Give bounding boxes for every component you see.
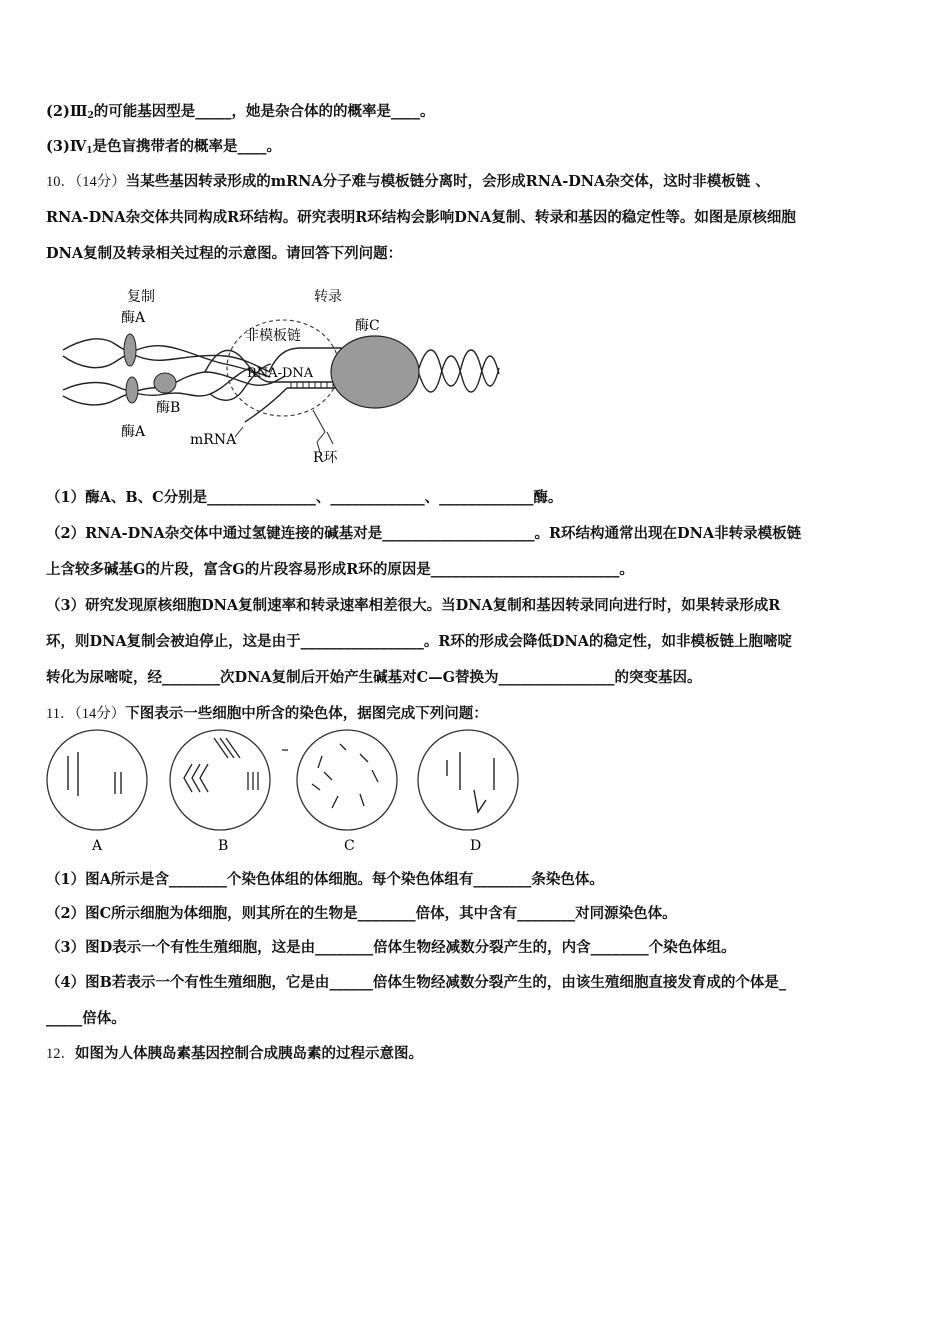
q11-p3: （3）图D表示一个有性生殖细胞，这是由________倍体生物经减数分裂产生的，内含________个染色体组。 — [46, 939, 736, 956]
q10-p3b: 环，则DNA复制会被迫停止，这是由于_________________。R环的形成会降低DNA的稳定性，如非模板链上胞嘧啶 — [46, 633, 792, 650]
q9-sub3-label: (3) — [46, 138, 70, 155]
enzyme-a-bottom — [126, 377, 138, 403]
q10-p2b: 上含较多碱基G的片段，富含G的片段容易形成R环的原因是__________________________。 — [46, 561, 634, 578]
q10-stem-line3: DNA复制及转录相关过程的示意图。请回答下列问题： — [46, 245, 403, 262]
q11-number: 11．（14分） — [46, 706, 126, 722]
label-r-loop: R环 — [313, 450, 338, 466]
q9-sub2-roman: Ⅲ — [69, 103, 88, 120]
q11-p4b: _____倍体。 — [46, 1010, 126, 1027]
cell-label-d: D — [470, 838, 482, 854]
cell-label-a: A — [92, 838, 103, 854]
q11-p1: （1）图A所示是含________个染色体组的体细胞。每个染色体组有________条染色体。 — [46, 871, 604, 888]
label-replication: 复制 — [127, 289, 155, 305]
q10-stem-line2: RNA-DNA杂交体共同构成R环结构。研究表明R环结构会影响DNA复制、转录和基因的稳定性等。如图是原核细胞 — [46, 209, 796, 226]
q9-sub2 — [46, 102, 435, 126]
cell-label-c: C — [344, 838, 355, 854]
q12-stem-text: 如图为人体胰岛素基因控制合成胰岛素的过程示意图。 — [75, 1045, 423, 1062]
label-enzyme-b: 酶B — [156, 400, 181, 416]
q10-p1: （1）酶A、B、C分别是_______________、_____________、_____________酶。 — [46, 489, 563, 506]
label-mrna: mRNA — [190, 432, 237, 448]
q11-stem — [46, 704, 488, 724]
label-enzyme-a-top: 酶A — [121, 310, 146, 326]
q9-sub3-roman: Ⅳ — [69, 138, 87, 155]
mrna-tail — [245, 388, 287, 422]
cell-d-chromosomes — [447, 752, 494, 812]
q11-p2: （2）图C所示细胞为体细胞，则其所在的生物是________倍体，其中含有________对同源染色体。 — [46, 905, 677, 922]
cell-b-chromosomes — [184, 738, 288, 792]
label-hybrid: RNA-DNA — [247, 366, 314, 381]
mrna-pointer — [235, 427, 243, 437]
q10-stem-line1 — [46, 172, 770, 192]
upper-strand-b — [63, 346, 270, 377]
cell-c-chromosomes — [312, 744, 378, 808]
label-enzyme-c: 酶C — [355, 318, 380, 334]
r-loop-pointer-a — [313, 410, 325, 442]
q11-p4a: （4）图B若表示一个有性生殖细胞，它是由______倍体生物经减数分裂产生的，由该生殖细胞直接发育成的个体是_ — [46, 974, 787, 991]
label-enzyme-a-bottom: 酶A — [121, 424, 146, 440]
enzyme-a-top — [124, 334, 136, 366]
r-loop-pointer-c — [327, 432, 333, 444]
cell-a — [47, 730, 147, 830]
cell-a-chromosomes — [68, 752, 121, 796]
enzyme-c — [331, 336, 419, 408]
lower-strand-b — [63, 388, 165, 405]
label-transcription: 转录 — [314, 289, 342, 305]
q9-sub2-label: (2) — [46, 103, 70, 120]
q12-stem — [46, 1044, 423, 1064]
cell-c — [297, 730, 397, 830]
cell-d — [418, 730, 518, 830]
cell-label-b: B — [218, 838, 229, 854]
q11-stem-text: 下图表示一些细胞中所含的染色体，据图完成下列问题： — [125, 705, 488, 722]
q10-p2a: （2）RNA-DNA杂交体中通过氢键连接的碱基对是_____________________。R环结构通常出现在DNA非转录模板链 — [46, 525, 802, 542]
q10-number: 10．（14分） — [46, 174, 126, 190]
enzyme-b — [154, 373, 176, 393]
q9-sub2-text: 的可能基因型是_____，她是杂合体的的概率是____。 — [93, 103, 435, 120]
q9-sub3-subscript: 1 — [86, 146, 93, 156]
q12-number: 12． — [46, 1046, 75, 1062]
dna-figure — [55, 282, 505, 472]
lower-strand-a — [63, 383, 165, 396]
q10-p3c: 转化为尿嘧啶，经________次DNA复制后开始产生碱基对C—G替换为________________的突变基因。 — [46, 669, 702, 686]
label-non-template: 非模板链 — [245, 328, 301, 344]
q9-sub3 — [46, 137, 281, 161]
q10-p3a: （3）研究发现原核细胞DNA复制速率和转录速率相差很大。当DNA复制和基因转录同向进行时，如果转录形成R — [46, 597, 781, 614]
q9-sub3-text: 是色盲携带者的概率是____。 — [92, 138, 282, 155]
chromosome-figure — [42, 728, 532, 856]
q10-stem-text1: 当某些基因转录形成的mRNA分子难与模板链分离时，会形成RNA-DNA杂交体，这时非模板链 、 — [125, 173, 770, 190]
q9-sub2-subscript: 2 — [87, 111, 94, 121]
